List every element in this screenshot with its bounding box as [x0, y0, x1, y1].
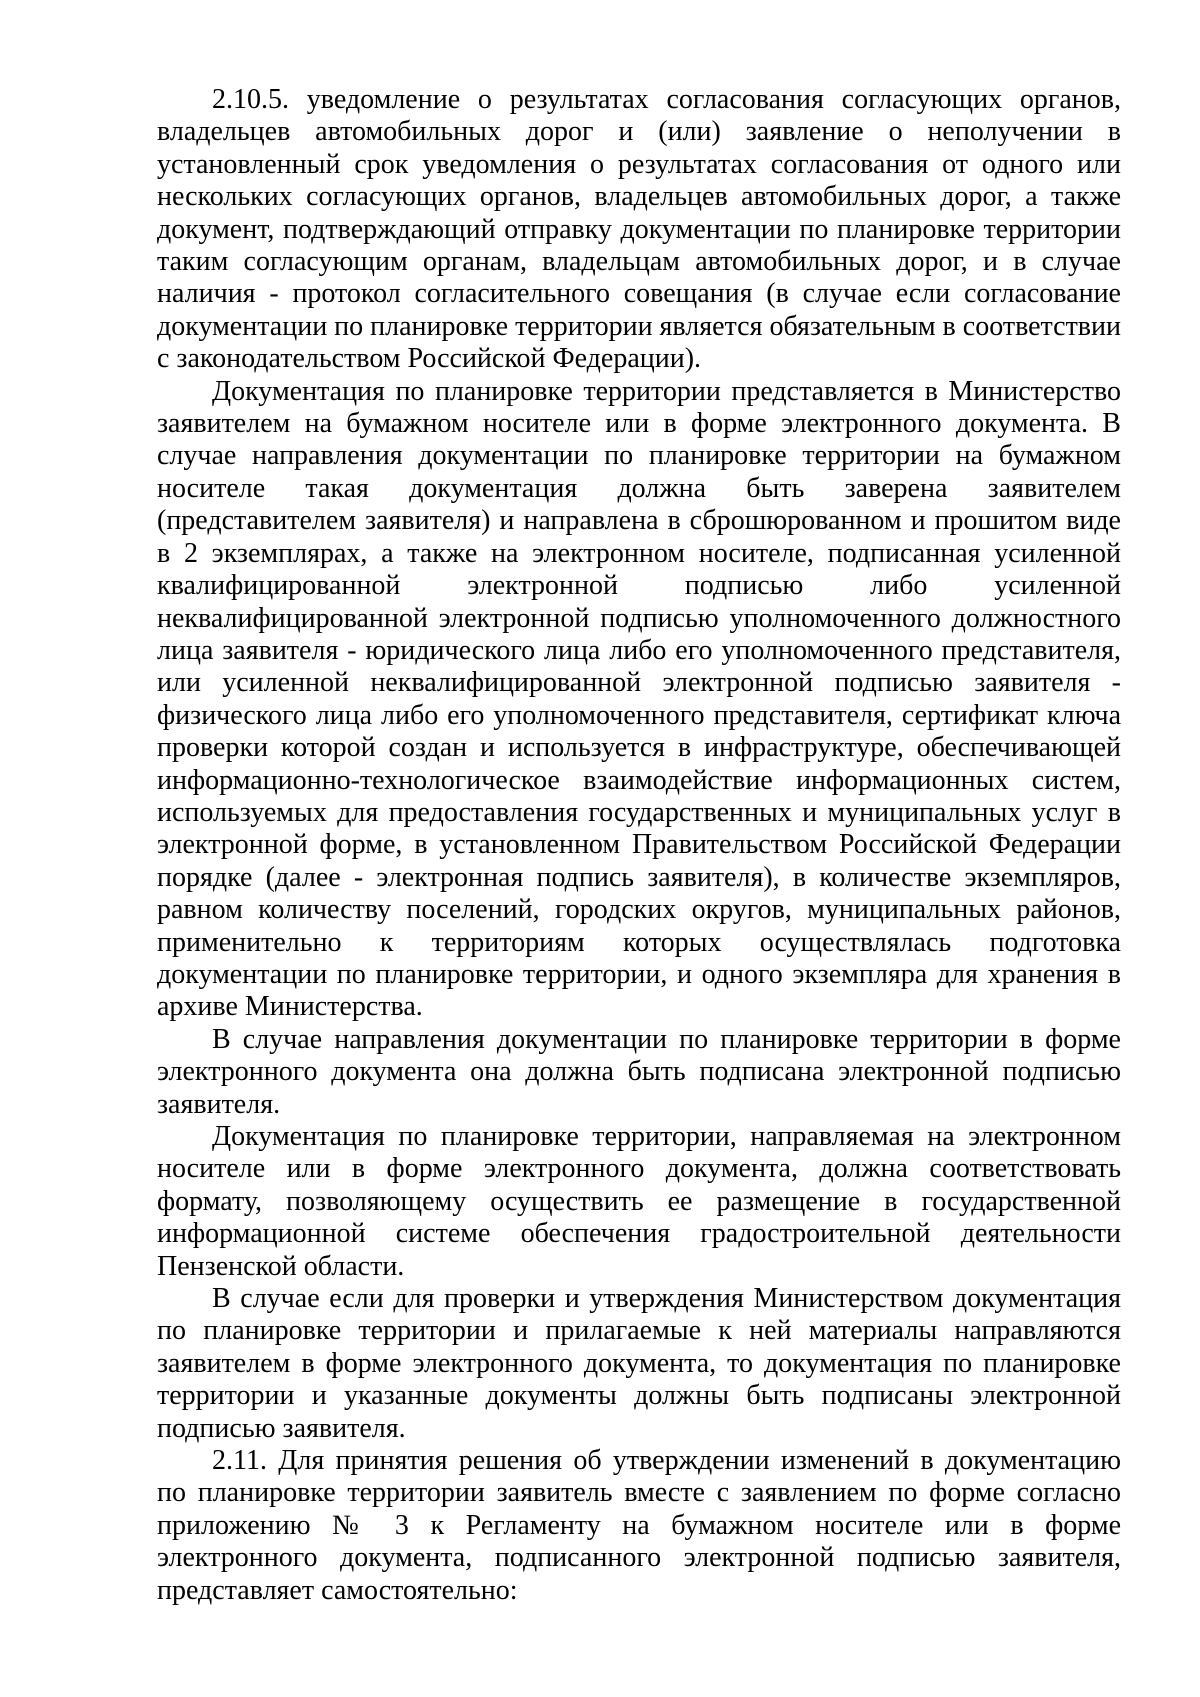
paragraph-submission-requirements: Документация по планировке территории представляется в Министерство заявителем на бумажном носителе или в форме электронного документа. В случае направления документации по планировке территории на бумажном носителе такая документация должна быть заверена заявителем (представителем заявителя) и направлена в сброшюрованном и прошитом виде в 2 экземплярах, а также на электронном носителе, подписанная усиленной квалифицированной электронной подписью либо усиленной неквалифицированной электронной подписью уполномоченного должностного лица заявителя - юридического лица либо его уполномоченного представителя, или усиленной неквалифицированной электронной подписью заявителя - физического лица либо его уполномоченного представителя, сертификат ключа проверки которой создан и используется в инфраструктуре, обеспечивающей информационно-технологическое взаимодействие информационных систем, используемых для предоставления государственных и муниципальных услуг в электронной форме, в установленном Правительством Российской Федерации порядке (далее - электронная подпись заявителя), в количестве экземпляров, равном количеству поселений, городских округов, муниципальных районов, применительно к территориям которых осуществлялась подготовка документации по планировке территории, и одного экземпляра для хранения в архиве Министерства.: [157, 375, 1121, 1023]
document-page: [157, 84, 1121, 1607]
paragraph-electronic-format: Документация по планировке территории, направляемая на электронном носителе или в форме электронного документа, должна соответствовать формату, позволяющему осуществить ее размещение в государственной информационной системе обеспечения градостроительной деятельности Пензенской области.: [157, 1121, 1121, 1282]
paragraph-2-11: 2.11. Для принятия решения об утверждении изменений в документацию по планировке территории заявитель вместе с заявлением по форме согласно приложению № 3 к Регламенту на бумажном носителе или в форме электронного документа, подписанного электронной подписью заявителя, представляет самостоятельно:: [157, 1445, 1121, 1606]
paragraph-2-10-5: 2.10.5. уведомление о результатах согласования согласующих органов, владельцев автомобильных дорог и (или) заявление о неполучении в установленный срок уведомления о результатах согласования от одного или нескольких согласующих органов, владельцев автомобильных дорог, а также документ, подтверждающий отправку документации по планировке территории таким согласующим органам, владельцам автомобильных дорог, и в случае наличия - протокол согласительного совещания (в случае если согласование документации по планировке территории является обязательным в соответствии с законодательством Российской Федерации).: [157, 84, 1121, 375]
paragraph-electronic-signature: В случае если для проверки и утверждения Министерством документация по планировке территории и прилагаемые к ней материалы направляются заявителем в форме электронного документа, то документация по планировке территории и указанные документы должны быть подписаны электронной подписью заявителя.: [157, 1283, 1121, 1444]
paragraph-electronic-document: В случае направления документации по планировке территории в форме электронного документа она должна быть подписана электронной подписью заявителя.: [157, 1023, 1121, 1120]
